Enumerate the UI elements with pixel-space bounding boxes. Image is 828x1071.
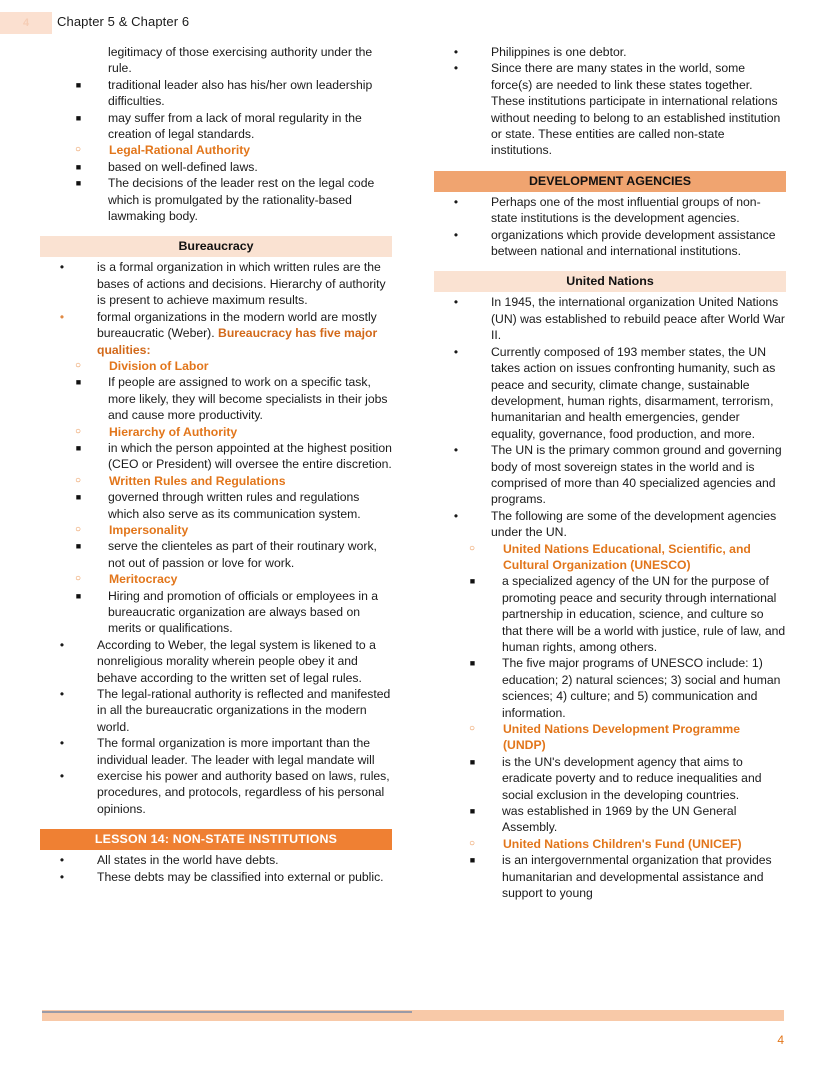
list-item [451,442,786,508]
legal-rational-group [40,142,392,158]
list-item-heading [73,142,392,158]
round-bullet-icon: • [453,443,459,458]
list-item-heading [73,571,392,587]
round-bullet-icon: • [453,45,459,59]
list-item [74,175,392,224]
left-column [40,44,392,885]
list-item-text: Hiring and promotion of officials or employees in a bureaucratic organization are always based on merits or qualifications. [108,588,379,636]
list-item [451,44,786,60]
list-item-text: may suffer from a lack of moral regularity in the creation of legal standards. [108,110,362,142]
round-bullet-icon: • [453,227,459,242]
list-item-text: Philippines is one debtor. [491,45,627,59]
continued-sub-list [40,44,392,142]
list-item [451,227,786,260]
square-bullet-icon: ■ [75,178,82,189]
round-bullet-icon: • [453,194,459,209]
square-bullet-icon: ■ [75,112,82,123]
quality-meritocracy-items [40,588,392,637]
footer-rule-accent [42,1011,412,1013]
quality-meritocracy [40,571,392,587]
list-item [74,374,392,423]
square-bullet-icon: ■ [75,541,82,552]
square-bullet-icon: ■ [469,658,476,669]
quality-impersonality [40,522,392,538]
list-item [74,77,392,110]
list-item-text: traditional leader also has his/her own leadership difficulties. [108,77,373,109]
list-item [57,309,392,358]
circle-bullet-icon: ○ [74,573,82,585]
list-item-heading [467,721,786,754]
list-item-heading [73,522,392,538]
section-heading: United Nations Development Programme (UNDP) [503,722,741,753]
list-item-text: Perhaps one of the most influential groups of non-state institutions is the development agencies. [491,194,761,226]
list-item [57,686,392,735]
list-item-heading [467,541,786,574]
square-bullet-icon: ■ [75,590,82,601]
right-column [434,44,786,902]
list-item-text: If people are assigned to work on a specific task, more likely, they will become specialists in their jobs and cause more productivity. [108,375,388,423]
circle-bullet-icon: ○ [74,144,82,156]
list-item-text: The five major programs of UNESCO include: 1) education; 2) natural sciences; 3) social and human sciences; 4) culture; and 5) communication and information. [502,656,781,720]
round-bullet-icon: • [59,260,65,275]
agency-unesco [434,541,786,574]
list-item-text: The following are some of the development agencies under the UN. [491,508,777,540]
list-item-text: in which the person appointed at the highest position (CEO or President) will oversee the entire discretion. [108,440,392,472]
section-heading: Division of Labor [109,358,209,373]
list-item [57,259,392,308]
list-item-text: organizations which provide development assistance between national and international institutions. [491,227,776,259]
circle-bullet-icon: ○ [74,425,82,437]
agency-unicef-items [434,852,786,901]
section-heading: Impersonality [109,522,189,537]
round-bullet-icon: • [453,61,459,76]
square-bullet-icon: ■ [469,756,476,767]
circle-bullet-icon: ○ [468,542,476,554]
circle-bullet-icon: ○ [74,359,82,371]
list-item [57,869,392,885]
list-item-text: governed through written rules and regulations which also serve as its communication system. [108,490,361,521]
square-bullet-icon: ■ [469,806,476,817]
square-bullet-icon: ■ [75,442,82,453]
section-heading: United Nations Children's Fund (UNICEF) [503,836,742,851]
list-item [74,159,392,175]
square-bullet-icon: ■ [75,161,82,172]
non-state-intro-list [434,44,786,159]
square-bullet-icon: ■ [469,576,476,587]
list-item-text: All states in the world have debts. [97,853,279,868]
quality-division-of-labor [40,358,392,374]
two-column-body [0,44,828,1004]
round-bullet-icon: • [59,736,65,751]
footer-rule [42,1010,784,1021]
round-bullet-icon: • [59,769,65,784]
list-item [74,588,392,637]
circle-bullet-icon: ○ [74,523,82,535]
quality-division-of-labor-items [40,374,392,423]
list-item-heading [73,473,392,489]
footer-page-number: 4 [777,1033,784,1047]
round-bullet-icon: • [453,508,459,523]
list-item-text: serve the clienteles as part of their routinary work, not out of passion or love for work. [108,539,377,570]
list-item-text: based on well-defined laws. [108,159,258,174]
legal-rational-items [40,159,392,225]
development-agencies-list [434,194,786,260]
square-bullet-icon: ■ [75,492,82,503]
list-item [57,637,392,686]
list-item-text: was established in 1969 by the UN General Assembly. [502,804,737,835]
list-item [451,60,786,158]
list-item-text: The legal-rational authority is reflected and manifested in all the bureaucratic organizations in the modern world. [97,687,391,734]
united-nations-banner: United Nations [434,271,786,292]
weber-emphasis-text: Bureaucracy has five major qualities: [97,326,378,357]
quality-written-rules [40,473,392,489]
list-item-heading [467,836,786,852]
list-item-text: legitimacy of those exercising authority under the rule. [108,45,373,76]
list-item-text: The formal organization is more important than the individual leader. The leader with legal mandate will [97,736,375,767]
list-item-text: The decisions of the leader rest on the legal code which is promulgated by the rationality-based lawmaking body. [108,176,375,224]
quality-impersonality-items [40,538,392,571]
list-item [74,44,392,77]
round-bullet-icon: • [59,309,65,324]
list-item [451,194,786,227]
section-heading: Meritocracy [109,572,178,587]
bureaucracy-intro-list [40,259,392,357]
circle-bullet-icon: ○ [468,837,476,849]
list-item-text: is the UN's development agency that aims to eradicate poverty and to reduce inequalities and social exclusion in the developing countries. [502,754,762,802]
list-item-text: The UN is the primary common ground and governing body of most sovereign states in the world and is comprised of more than 40 specialized agencies and programs. [491,443,782,507]
weber-plain-text: formal organizations in the modern world are mostly bureaucratic (Weber). [97,309,377,341]
section-heading: Legal-Rational Authority [109,143,251,158]
list-item-text [97,309,392,358]
weber-closing-list [40,637,392,817]
list-item-text: These debts may be classified into external or public. [97,869,384,884]
round-bullet-icon: • [59,869,65,884]
list-item [451,508,786,541]
list-item [468,655,786,721]
round-bullet-icon: • [59,853,65,868]
quality-written-rules-items [40,489,392,522]
page-title: Chapter 5 & Chapter 6 [57,14,190,29]
united-nations-list [434,294,786,540]
list-item-text: is a formal organization in which written rules are the bases of actions and decisions. Hierarchy of authority is present to achieve maximum results. [97,260,386,308]
list-item-text: In 1945, the international organization United Nations (UN) was established to rebuild peace after World War II. [491,295,785,343]
list-item-text: a specialized agency of the UN for the purpose of promoting peace and security through international partnership in education, science, and culture so that there will be a world with justice, rule of law, and human rights, among others. [502,574,786,654]
section-heading: Written Rules and Regulations [109,473,286,488]
circle-bullet-icon: ○ [468,723,476,735]
list-item-heading [73,358,392,374]
round-bullet-icon: • [59,687,65,702]
list-item [57,852,392,868]
list-item [57,768,392,817]
list-item [451,344,786,442]
list-item [74,538,392,571]
page-header [0,0,828,40]
bureaucracy-banner: Bureaucracy [40,236,392,257]
list-item [468,852,786,901]
square-bullet-icon: ■ [75,377,82,388]
list-item-heading [73,424,392,440]
list-item [468,573,786,655]
list-item-text: Since there are many states in the world, some force(s) are needed to link these states together. These institutions participate in international relations without needing to belong to an established institution or state. These entities are called non-state institutions. [491,61,781,158]
quality-hierarchy-of-authority [40,424,392,440]
list-item [74,440,392,473]
list-item [468,803,786,836]
section-heading: Hierarchy of Authority [109,424,238,439]
agency-undp [434,721,786,754]
list-item [74,110,392,143]
list-item-text: According to Weber, the legal system is likened to a nonreligious morality wherein people obey it and behave according to the written set of legal rules. [97,637,376,685]
list-item-text: is an intergovernmental organization that provides humanitarian and developmental assistance and support to young [502,853,772,901]
agency-undp-items [434,754,786,836]
round-bullet-icon: • [453,344,459,359]
header-page-badge: 4 [0,12,52,34]
lesson-14-banner: LESSON 14: NON-STATE INSTITUTIONS [40,829,392,850]
round-bullet-icon: • [453,295,459,310]
agency-unicef [434,836,786,852]
list-item-text: exercise his power and authority based on laws, rules, procedures, and protocols, regardless of his personal opinions. [97,769,390,816]
circle-bullet-icon: ○ [74,474,82,486]
list-item-text: Currently composed of 193 member states, the UN takes action on issues confronting humanity, such as peace and security, climate change, sustainable development, human rights, disarmament, terrorism, humanitarian and health emergencies, gender equality, governance, food production, and more. [491,344,776,441]
list-item [468,754,786,803]
quality-hierarchy-of-authority-items [40,440,392,473]
list-item [74,489,392,522]
agency-unesco-items [434,573,786,721]
list-item [57,735,392,768]
lesson-14-list [40,852,392,885]
section-heading: United Nations Educational, Scientific, and Cultural Organization (UNESCO) [503,541,751,572]
development-agencies-banner: DEVELOPMENT AGENCIES [434,171,786,192]
square-bullet-icon: ■ [75,79,82,90]
square-bullet-icon: ■ [469,855,476,866]
list-item [451,294,786,343]
round-bullet-icon: • [59,637,65,652]
